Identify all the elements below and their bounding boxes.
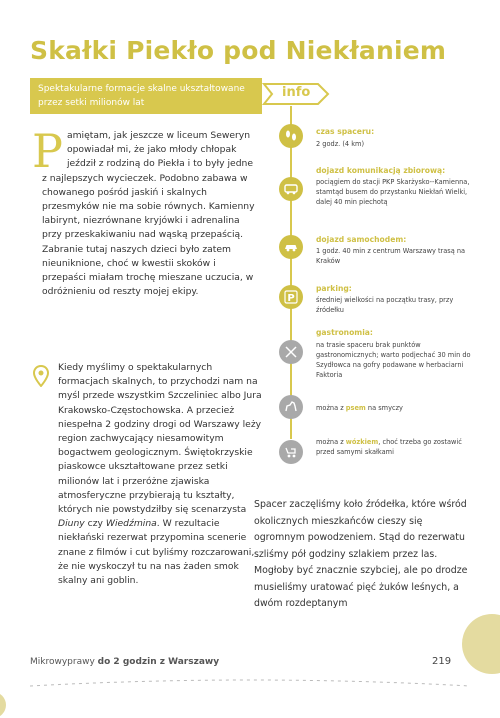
info-text-parking: średniej wielkości na początku trasy, przy źródełku — [316, 296, 454, 314]
footer-dashed-curve — [0, 672, 500, 692]
intro-text: amiętam, jak jeszcze w liceum Seweryn opowiadał mi, że jako młody chłopak jeździł z rodziną do Piekła i to były jedne z najlepszych wycieczek. Podobno zabawa w chowanego pośród jaskiń i skalnych przesmyków nie ma sobie równych. Kamienny labirynt, niezrównane kryjówki i adrenalina przy przeskakiwaniu nad wąską przepaścią. Zabranie tutaj naszych dzieci było zatem nieuniknione, choć w kwestii skoków i przepaści miałam trochę mieszane uczucia, w odróżnieniu od reszty mojej ekipy. — [42, 130, 255, 298]
location-pin-icon — [33, 365, 49, 391]
info-header-label: info — [282, 85, 311, 100]
info-text-dog — [316, 403, 476, 413]
dog-highlight: psem — [345, 404, 366, 412]
stroller-text-after: , choć trzeba go zostawić przed samymi skałkami — [316, 438, 462, 456]
intro-paragraph — [32, 124, 260, 299]
page-number: 219 — [432, 656, 452, 667]
right-column-paragraph — [254, 497, 472, 613]
right-column-text: Spacer zaczęliśmy koło źródełka, które wśród okolicznych mieszkańców cieszy się ogromnym powodzeniem. Stąd do rezerwatu szliśmy pół godziny szlakiem przez las. Mogłoby być znacznie szybciej, ale po drodze musieliśmy uratować pięć żuków leśnych, a dwóm rozdeptanym — [254, 499, 468, 609]
stroller-text-before: można z — [316, 438, 346, 446]
footer-book-title — [30, 657, 219, 667]
footprints-icon — [279, 124, 303, 148]
info-text-food: na trasie spaceru brak punktów gastronomicznych; warto podjechać 30 min do Szydłowca na gofry podawane w herbaciarni Faktoria — [316, 341, 471, 379]
info-label-food: gastronomia: — [316, 328, 373, 337]
decorative-circle-right — [462, 614, 500, 674]
car-icon — [279, 235, 303, 259]
info-text-stroller — [316, 437, 476, 457]
info-label-walk: czas spaceru: — [316, 127, 375, 136]
body-text-1: Kiedy myślimy o spektakularnych formacjach skalnych, to przychodzi nam na myśl przede wszystkim Szczeliniec albo Jura Krakowsko-Częstochowska. A przecież niespełna 2 godziny drogi od Warszawy leży region zachwycający niesamowitym bogactwem geologicznym. Świętokrzyskie piaskowce ukształtowane przez setki milionów lat i przeróżne zjawiska atmosferyczne przybierają tu kształty, których nie powstydziłby się scenarzysta — [58, 362, 262, 516]
footer-title-bold: do 2 godzin z Warszawy — [97, 657, 220, 667]
info-label-parking: parking: — [316, 284, 352, 293]
decorative-circle-left — [0, 692, 6, 718]
subtitle-text: Spektakularne formacje skalne ukształtowane przez setki milionów lat — [38, 84, 245, 108]
info-timeline — [290, 106, 292, 439]
body-text-3: . W rezultacie niekłański rezerwat przypomina scenerie znane z filmów i cut byliśmy rozczarowani, że nie wyskoczył tu na nas żaden smok skalny ani goblin. — [58, 518, 255, 587]
body-text-2: czy — [84, 518, 106, 530]
svg-text:P: P — [287, 293, 295, 304]
dog-text-after: na smyczy — [365, 404, 403, 412]
body-paragraph — [58, 361, 262, 588]
info-text-walk: 2 godz. (4 km) — [316, 140, 365, 148]
info-label-transit: dojazd komunikacją zbiorową: — [316, 166, 446, 175]
dog-text-before: można z — [316, 404, 346, 412]
bus-icon — [279, 177, 303, 201]
dropcap: P — [32, 124, 63, 178]
subtitle-box — [30, 78, 262, 114]
info-label-car: dojazd samochodem: — [316, 235, 407, 244]
info-text-car: 1 godz. 40 min z centrum Warszawy trasą na Kraków — [316, 247, 466, 265]
page-title: Skałki Piekło pod Niekłaniem — [30, 36, 447, 65]
stroller-highlight: wózkiem — [345, 438, 379, 446]
info-text-transit: pociągiem do stacji PKP Skarżysko--Kamienna, stamtąd busem do przystanku Niekłań Wielki, dalej 40 min piechotą — [316, 178, 470, 206]
body-italic-2: Wiedźmina — [105, 518, 157, 530]
dog-icon — [279, 395, 303, 419]
fork-knife-icon — [279, 340, 303, 364]
body-italic-1: Diuny — [58, 518, 85, 530]
footer-title-plain: Mikrowyprawy — [30, 657, 95, 667]
parking-icon — [279, 285, 303, 309]
info-header — [262, 82, 330, 110]
stroller-icon — [279, 440, 303, 464]
